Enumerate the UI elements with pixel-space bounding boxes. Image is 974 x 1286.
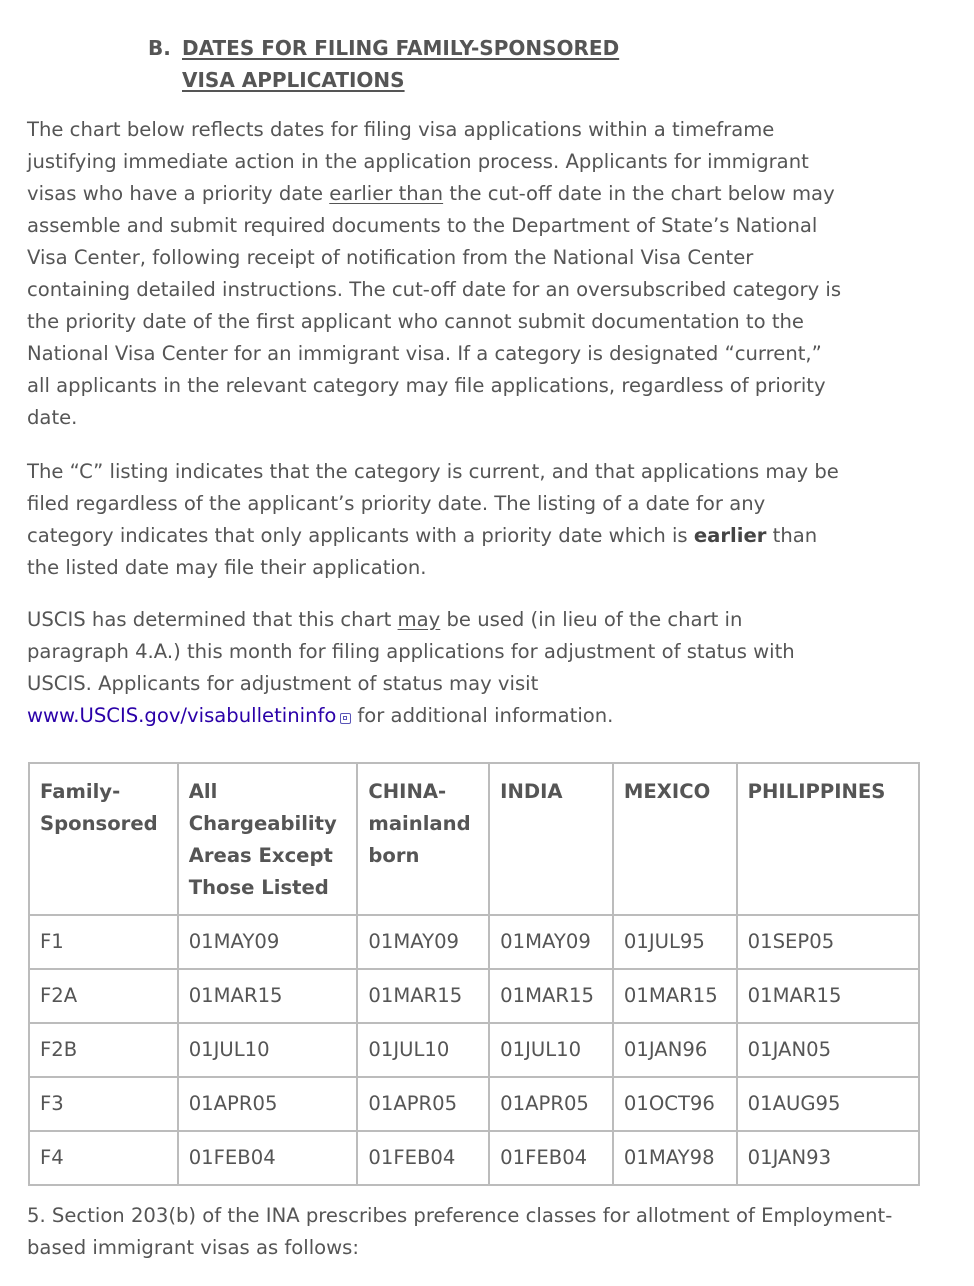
cell-date: 01AUG95 bbox=[737, 1077, 919, 1131]
cell-category: F2B bbox=[29, 1023, 178, 1077]
cell-date: 01FEB04 bbox=[357, 1131, 489, 1185]
cell-date: 01OCT96 bbox=[613, 1077, 737, 1131]
section-heading bbox=[148, 32, 619, 96]
section-letter: B. bbox=[148, 36, 171, 60]
current-text-2: than the listed date may file their application. bbox=[27, 524, 818, 579]
section-title-line1: DATES FOR FILING FAMILY-SPONSORED bbox=[182, 36, 620, 60]
header-philippines bbox=[737, 763, 919, 915]
header-india bbox=[489, 763, 613, 915]
header-label: PHILIPPINES bbox=[747, 780, 886, 803]
cell-date: 01MAR15 bbox=[489, 969, 613, 1023]
table-row bbox=[29, 969, 919, 1023]
table-row bbox=[29, 915, 919, 969]
uscis-text-3: for additional information. bbox=[357, 704, 614, 727]
header-label: INDIA bbox=[500, 780, 563, 803]
cell-date: 01MAR15 bbox=[613, 969, 737, 1023]
intro-text-1: The chart below reflects dates for filing visa applications within a timeframe justifying immediate action in the application process. Applicants for immigrant visas who have a priority date bbox=[27, 118, 809, 205]
cell-date: 01MAY09 bbox=[357, 915, 489, 969]
uscis-visabulletin-link[interactable]: www.USCIS.gov/visabulletininfo bbox=[27, 704, 337, 727]
cell-date: 01JUL10 bbox=[489, 1023, 613, 1077]
cell-date: 01MAY09 bbox=[489, 915, 613, 969]
header-all-chargeability bbox=[178, 763, 358, 915]
cell-date: 01JAN05 bbox=[737, 1023, 919, 1077]
intro-text-2: the cut-off date in the chart below may assemble and submit required documents to the Department of State’s National Visa Center, following receipt of notification from the National Visa Center containing detailed instructions. The cut-off date for an oversubscribed category is the priority date of the first applicant who cannot submit documentation to the National Visa Center for an immigrant visa. If a category is designated “current,” all applicants in the relevant category may file applications, regardless of priority date. bbox=[27, 182, 842, 429]
header-family-sponsored bbox=[29, 763, 178, 915]
cell-date: 01JUL95 bbox=[613, 915, 737, 969]
header-mexico bbox=[613, 763, 737, 915]
header-label: CHINA- mainland born bbox=[368, 780, 471, 867]
header-label: All Chargeability Areas Except Those Listed bbox=[188, 780, 337, 899]
uscis-text-1: USCIS has determined that this chart bbox=[27, 608, 398, 631]
uscis-text-2: be used (in lieu of the chart in paragraph 4.A.) this month for filing applications for adjustment of status with USCIS. Applicants for adjustment of status may visit bbox=[27, 608, 795, 695]
cell-date: 01MAY98 bbox=[613, 1131, 737, 1185]
earlier-than-emphasis: earlier than bbox=[329, 182, 444, 205]
cell-date: 01SEP05 bbox=[737, 915, 919, 969]
header-label: MEXICO bbox=[623, 780, 711, 803]
cell-date: 01JAN96 bbox=[613, 1023, 737, 1077]
uscis-paragraph bbox=[27, 604, 847, 732]
cell-date: 01MAR15 bbox=[357, 969, 489, 1023]
cell-category: F4 bbox=[29, 1131, 178, 1185]
cell-date: 01FEB04 bbox=[489, 1131, 613, 1185]
cell-date: 01JUL10 bbox=[178, 1023, 358, 1077]
cell-date: 01JAN93 bbox=[737, 1131, 919, 1185]
cell-date: 01FEB04 bbox=[178, 1131, 358, 1185]
section-title-line2: VISA APPLICATIONS bbox=[182, 68, 405, 92]
cell-category: F3 bbox=[29, 1077, 178, 1131]
table-row bbox=[29, 1131, 919, 1185]
cell-date: 01JUL10 bbox=[357, 1023, 489, 1077]
table-row bbox=[29, 1023, 919, 1077]
section-5-text: 5. Section 203(b) of the INA prescribes preference classes for allotment of Employment-based immigrant visas as follows: bbox=[27, 1204, 893, 1259]
cell-date: 01MAR15 bbox=[737, 969, 919, 1023]
header-label: Family- Sponsored bbox=[40, 780, 158, 835]
family-dates-table bbox=[28, 762, 920, 1186]
cell-date: 01MAY09 bbox=[178, 915, 358, 969]
cell-date: 01APR05 bbox=[489, 1077, 613, 1131]
cell-date: 01APR05 bbox=[178, 1077, 358, 1131]
table-row bbox=[29, 1077, 919, 1131]
header-china bbox=[357, 763, 489, 915]
table-header-row bbox=[29, 763, 919, 915]
cell-date: 01APR05 bbox=[357, 1077, 489, 1131]
current-listing-paragraph bbox=[27, 456, 847, 584]
earlier-bold: earlier bbox=[693, 524, 767, 547]
intro-paragraph bbox=[27, 114, 847, 434]
external-link-icon[interactable] bbox=[340, 713, 351, 724]
may-emphasis: may bbox=[397, 608, 441, 631]
cell-date: 01MAR15 bbox=[178, 969, 358, 1023]
cell-category: F2A bbox=[29, 969, 178, 1023]
current-text-1: The “C” listing indicates that the category is current, and that applications may be filed regardless of the applicant’s priority date. The listing of a date for any category indicates that only applicants with a priority date which is bbox=[27, 460, 839, 547]
cell-category: F1 bbox=[29, 915, 178, 969]
